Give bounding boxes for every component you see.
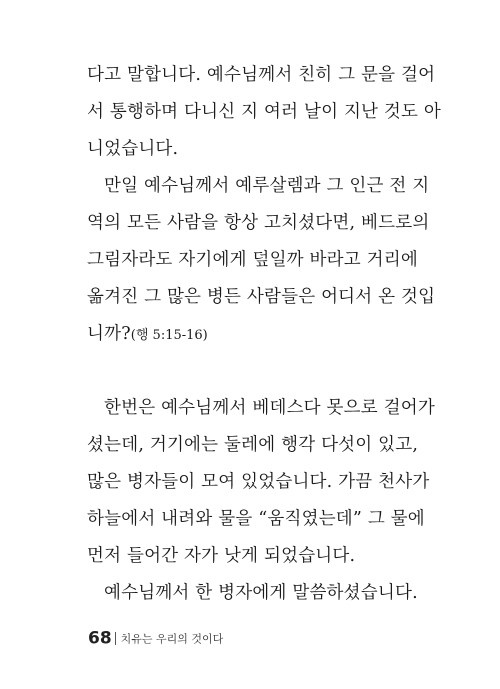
body-line-text: 니까? — [87, 324, 131, 344]
body-line: 먼저 들어간 자가 낫게 되었습니다. — [87, 546, 356, 566]
footer-divider — [115, 632, 116, 645]
body-line: 서 통행하며 다니신 지 여러 날이 지난 것도 아 — [87, 102, 441, 122]
body-line: 니었습니다. — [87, 139, 179, 159]
body-line: 많은 병자들이 모여 있었습니다. 가끔 천사가 — [87, 472, 430, 492]
page-footer — [88, 628, 223, 649]
scripture-citation: (행 5:15-16) — [130, 328, 208, 343]
body-line: 예수님께서 한 병자에게 말씀하셨습니다. — [104, 583, 418, 603]
body-line: 하늘에서 내려와 물을 “움직였는데” 그 물에 — [87, 509, 425, 529]
body-line: 역의 모든 사람을 항상 고치셨다면, 베드로의 — [87, 213, 430, 233]
body-line: 셨는데, 거기에는 둘레에 행각 다섯이 있고, — [87, 435, 419, 455]
body-line: 옮겨진 그 많은 병든 사람들은 어디서 온 것입 — [87, 287, 436, 307]
page-number: 68 — [88, 628, 112, 649]
body-line: 만일 예수님께서 예루살렘과 그 인근 전 지 — [104, 176, 430, 196]
body-line: 한번은 예수님께서 베데스다 못으로 걸어가 — [104, 398, 435, 418]
body-line-with-citation — [87, 322, 417, 348]
running-title: 치유는 우리의 것이다 — [120, 632, 224, 646]
body-line: 다고 말합니다. 예수님께서 친히 그 문을 걸어 — [87, 65, 436, 85]
body-line: 그림자라도 자기에게 덮일까 바라고 거리에 — [87, 250, 418, 270]
